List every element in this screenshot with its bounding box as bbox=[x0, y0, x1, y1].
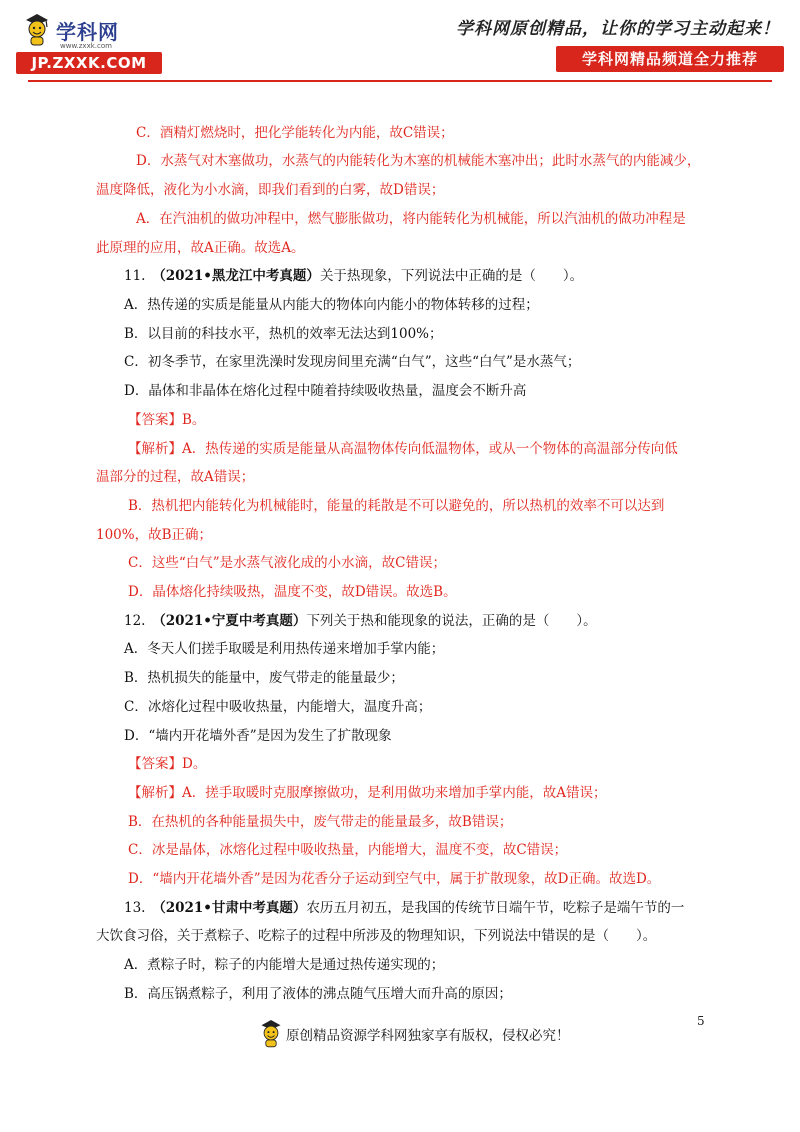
header-slogan: 学科网原创精品，让你的学习主动起来！ bbox=[456, 19, 780, 39]
text-line bbox=[128, 755, 800, 773]
text-segment: B．以目前的科技水平，热机的效率无法达到100%； bbox=[124, 326, 443, 342]
text-line bbox=[124, 353, 800, 371]
text-segment: D．“墙内开花墙外香”是因为花香分子运动到空气中，属于扩散现象，故D正确。故选D。 bbox=[128, 871, 661, 887]
text-segment: （2021•宁夏中考真题） bbox=[158, 613, 307, 629]
text-segment: B．热机把内能转化为机械能时，能量的耗散是不可以避免的，所以热机的效率不可以达到 bbox=[128, 498, 665, 514]
text-segment: C．这些“白气”是水蒸气液化成的小水滴，故C错误； bbox=[128, 555, 446, 571]
page-header bbox=[0, 0, 800, 82]
mascot-icon bbox=[258, 1018, 284, 1048]
text-line bbox=[124, 325, 800, 343]
text-segment: D．晶体熔化持续吸热，温度不变，故D错误。故选B。 bbox=[128, 584, 457, 600]
logo-name: 学科网 bbox=[56, 20, 119, 44]
text-line bbox=[124, 267, 800, 285]
text-line bbox=[96, 927, 800, 945]
text-segment: 13. bbox=[124, 900, 159, 916]
text-segment: D．晶体和非晶体在熔化过程中随着持续吸收热量，温度会不断升高 bbox=[124, 383, 527, 399]
mascot-icon bbox=[22, 12, 52, 46]
text-segment: D．“墙内开花墙外香”是因为发生了扩散现象 bbox=[124, 728, 392, 744]
text-line bbox=[124, 698, 800, 716]
text-segment: C．酒精灯燃烧时，把化学能转化为内能，故C错误； bbox=[136, 125, 454, 141]
text-segment: A．煮粽子时，粽子的内能增大是通过热传递实现的； bbox=[124, 957, 445, 973]
text-segment: D．水蒸气对木塞做功，水蒸气的内能转化为木塞的机械能木塞冲出；此时水蒸气的内能减少， bbox=[136, 153, 701, 169]
text-segment: 此原理的应用，故A正确。故选A。 bbox=[96, 240, 305, 256]
text-line bbox=[128, 411, 800, 429]
text-segment: B．在热机的各种能量损失中，废气带走的能量最多，故B错误； bbox=[128, 814, 513, 830]
text-line bbox=[96, 526, 800, 544]
text-line bbox=[136, 152, 800, 170]
text-segment: 12. bbox=[124, 613, 159, 629]
logo-subtext: www.zxxk.com bbox=[60, 42, 112, 50]
text-segment: C．冰熔化过程中吸收热量，内能增大，温度升高； bbox=[124, 699, 432, 715]
text-segment: C．冰是晶体，冰熔化过程中吸收热量，内能增大，温度不变，故C错误； bbox=[128, 842, 568, 858]
text-segment: 【解析】A．热传递的实质是能量从高温物体传向低温物体，或从一个物体的高温部分传向低 bbox=[128, 441, 678, 457]
text-line bbox=[128, 813, 800, 831]
copyright-notice: 原创精品资源学科网独家享有版权，侵权必究！ bbox=[286, 1028, 570, 1044]
text-segment: 温部分的过程，故A错误； bbox=[96, 469, 255, 485]
text-line bbox=[96, 181, 800, 199]
logo-url[interactable]: JP.ZXXK.COM bbox=[16, 52, 162, 74]
text-line bbox=[124, 640, 800, 658]
text-segment: 【答案】B。 bbox=[128, 412, 206, 428]
text-segment: 11. bbox=[124, 268, 159, 284]
zxxk-logo[interactable] bbox=[16, 10, 164, 74]
text-line bbox=[124, 296, 800, 314]
text-line bbox=[96, 239, 800, 257]
text-line bbox=[124, 382, 800, 400]
text-line bbox=[128, 870, 800, 888]
text-segment: C．初冬季节，在家里洗澡时发现房间里充满“白气”，这些“白气”是水蒸气； bbox=[124, 354, 581, 370]
text-line bbox=[124, 612, 800, 630]
text-segment: 【答案】D。 bbox=[128, 756, 207, 772]
page-number: 5 bbox=[697, 1014, 705, 1028]
text-line bbox=[128, 554, 800, 572]
text-segment: 100%，故B正确； bbox=[96, 527, 213, 543]
text-segment: 下列关于热和能现象的说法，正确的是（ ）。 bbox=[306, 613, 597, 629]
header-divider bbox=[28, 80, 772, 82]
text-line bbox=[128, 440, 800, 458]
text-segment: B．高压锅煮粽子，利用了液体的沸点随气压增大而升高的原因； bbox=[124, 986, 512, 1002]
text-segment: 农历五月初五，是我国的传统节日端午节，吃粽子是端午节的一 bbox=[306, 900, 685, 916]
text-line bbox=[128, 841, 800, 859]
text-line bbox=[128, 497, 800, 515]
text-line bbox=[124, 899, 800, 917]
text-line bbox=[136, 124, 800, 142]
text-segment: B．热机损失的能量中，废气带走的能量最少； bbox=[124, 670, 404, 686]
text-segment: 大饮食习俗，关于煮粽子、吃粽子的过程中所涉及的物理知识，下列说法中错误的是（ ）。 bbox=[96, 928, 657, 944]
text-line bbox=[124, 956, 800, 974]
text-segment: （2021•黑龙江中考真题） bbox=[158, 268, 320, 284]
text-line bbox=[128, 583, 800, 601]
text-line bbox=[128, 784, 800, 802]
text-line bbox=[96, 468, 800, 486]
text-line bbox=[124, 985, 800, 1003]
text-segment: A．冬天人们搓手取暖是利用热传递来增加手掌内能； bbox=[124, 641, 445, 657]
text-line bbox=[124, 669, 800, 687]
text-segment: 【解析】A．搓手取暖时克服摩擦做功，是利用做功来增加手掌内能，故A错误； bbox=[128, 785, 607, 801]
header-banner: 学科网精品频道全力推荐 bbox=[556, 46, 784, 72]
text-line bbox=[136, 210, 800, 228]
text-segment: A．热传递的实质是能量从内能大的物体向内能小的物体转移的过程； bbox=[124, 297, 539, 313]
text-segment: A．在汽油机的做功冲程中，燃气膨胀做功，将内能转化为机械能，所以汽油机的做功冲程是 bbox=[136, 211, 686, 227]
text-segment: 关于热现象，下列说法中正确的是（ ）。 bbox=[319, 268, 584, 284]
text-segment: （2021•甘肃中考真题） bbox=[158, 900, 307, 916]
text-line bbox=[124, 727, 800, 745]
text-segment: 温度降低，液化为小水滴，即我们看到的白雾，故D错误； bbox=[96, 182, 445, 198]
